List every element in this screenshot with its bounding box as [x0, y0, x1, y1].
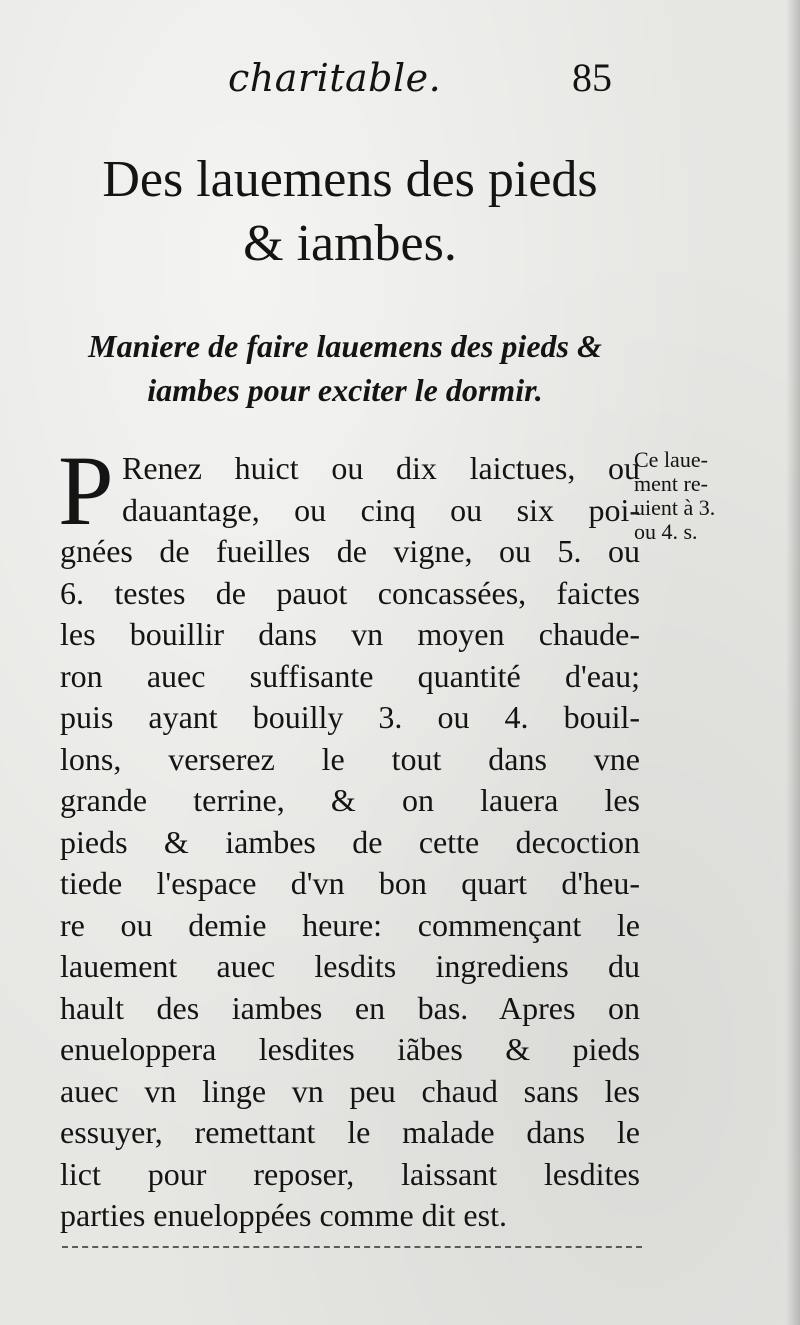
section-heading-line: Maniere de faire lauemens des pieds & — [88, 328, 602, 364]
chapter-title-line: & iambes. — [243, 215, 457, 272]
drop-capital: P — [58, 435, 114, 546]
section-heading-line: iambes pour exciter le dormir. — [147, 372, 543, 408]
text-line: pieds & iambes de cette decoction — [60, 823, 640, 860]
page-edge-shadow — [786, 0, 800, 1325]
text-line: lauement auec lesdits ingrediens du — [60, 948, 640, 984]
text-line: essuyer, remettant le malade dans le — [60, 1114, 640, 1150]
text-line: 6. testes de pauot concassées, faictes — [60, 574, 640, 611]
text-line: auec vn linge vn peu chaud sans les — [60, 1072, 640, 1109]
section-heading — [55, 324, 635, 412]
chapter-title — [50, 148, 650, 276]
text-line: parties enueloppées comme dit est. — [60, 1197, 507, 1233]
text-line: gnées de fueilles de vigne, ou 5. ou — [60, 533, 640, 569]
body-paragraph — [58, 435, 640, 1237]
text-line: tiede l'espace d'vn bon quart d'heu- — [60, 865, 640, 901]
margin-note-line: ment re- — [634, 471, 708, 496]
chapter-title-line: Des lauemens des pieds — [102, 151, 598, 208]
margin-note-line: uient à 3. — [634, 495, 716, 520]
text-line: Renez huict ou dix laictues, ou — [122, 450, 640, 486]
text-line: re ou demie heure: commençant le — [60, 906, 640, 943]
text-line: enueloppera lesdites iãbes & pieds — [60, 1031, 640, 1067]
text-line: les bouillir dans vn moyen chaude- — [60, 616, 640, 652]
running-head: charitable. — [228, 56, 442, 100]
text-line: grande terrine, & on lauera les — [60, 782, 640, 818]
text-line: hault des iambes en bas. Apres on — [60, 989, 640, 1026]
text-line: ron auec suffisante quantité d'eau; — [60, 657, 640, 694]
text-line: lict pour reposer, laissant lesdites — [60, 1155, 640, 1192]
page-number: 85 — [572, 55, 612, 100]
text-line: dauantage, ou cinq ou six poi- — [122, 491, 640, 528]
margin-note-line: Ce laue- — [634, 447, 708, 472]
text-line: puis ayant bouilly 3. ou 4. bouil- — [60, 699, 640, 735]
margin-note-line: ou 4. s. — [634, 519, 698, 544]
margin-note — [634, 448, 774, 544]
text-line: lons, verserez le tout dans vne — [60, 740, 640, 777]
bottom-rule — [62, 1246, 642, 1248]
